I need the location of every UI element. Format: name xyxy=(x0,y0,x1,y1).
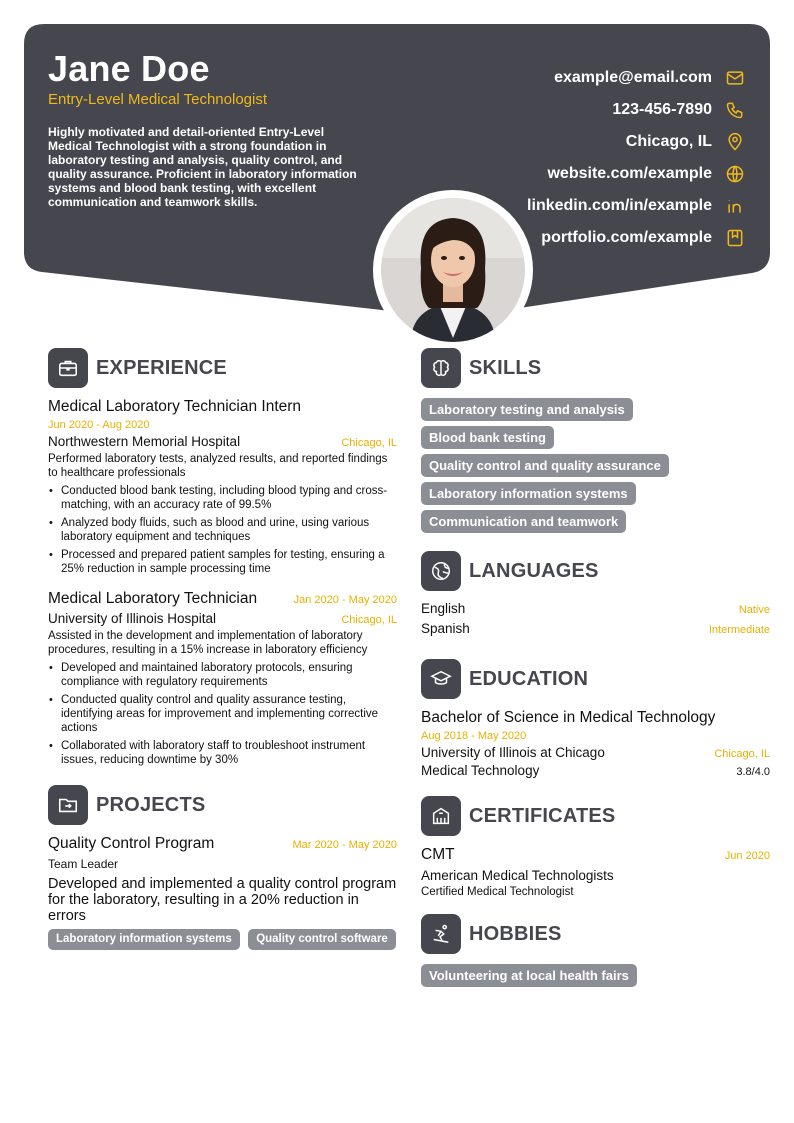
language-list xyxy=(421,601,770,641)
contact-website-text[interactable]: website.com/example xyxy=(547,165,712,182)
job-bullet: • Analyzed body fluids, such as blood and urine, using various laboratory equipment and techniques xyxy=(48,516,397,544)
project-tag: Laboratory information systems xyxy=(48,929,240,950)
projects-header xyxy=(48,785,397,825)
hobbies-header xyxy=(421,914,770,954)
skill-tag: Blood bank testing xyxy=(421,426,554,449)
skill-tag: Communication and teamwork xyxy=(421,510,626,533)
job-title: Medical Laboratory Technician Intern xyxy=(48,398,302,415)
skill-list xyxy=(421,398,770,533)
job-bullet: • Conducted blood bank testing, including blood typing and cross-matching, with an accuracy rate of 99.5% xyxy=(48,484,397,512)
location-pin-icon xyxy=(724,131,746,153)
skills-header xyxy=(421,348,770,388)
brain-icon xyxy=(421,348,461,388)
right-column xyxy=(421,348,770,987)
education-header xyxy=(421,659,770,699)
language-name: English xyxy=(421,601,466,616)
skill-tag: Laboratory testing and analysis xyxy=(421,398,633,421)
folder-icon xyxy=(48,785,88,825)
project-item xyxy=(48,835,397,950)
experience-item xyxy=(48,590,397,767)
skill-tag: Quality control and quality assurance xyxy=(421,454,669,477)
profile-photo xyxy=(381,198,525,342)
contact-email[interactable] xyxy=(416,62,746,94)
education-field: Medical Technology xyxy=(421,763,540,778)
mail-icon xyxy=(724,67,746,89)
contact-location-text: Chicago, IL xyxy=(625,133,712,150)
briefcase-icon xyxy=(48,348,88,388)
building-icon xyxy=(421,796,461,836)
linkedin-icon xyxy=(724,195,746,217)
job-description: Assisted in the development and implementation of laboratory procedures, resulting in a 15% increase in laboratory efficiency xyxy=(48,630,368,656)
languages-header xyxy=(421,551,770,591)
language-level: Native xyxy=(738,604,770,616)
education-title: EDUCATION xyxy=(469,667,589,690)
candidate-name: Jane Doe xyxy=(48,48,210,89)
education-degree: Bachelor of Science in Medical Technology xyxy=(421,709,716,726)
certificate-issuer: American Medical Technologists xyxy=(421,868,614,883)
project-description: Developed and implemented a quality control program for the laboratory, resulting in a 20% reduction in errors xyxy=(48,876,397,924)
contact-phone[interactable] xyxy=(416,94,746,126)
job-bullets xyxy=(48,661,397,767)
job-bullets xyxy=(48,484,397,576)
job-organization: Northwestern Memorial Hospital xyxy=(48,434,241,449)
bookmark-icon xyxy=(724,227,746,249)
project-title: Quality Control Program xyxy=(48,835,215,852)
experience-header xyxy=(48,348,397,388)
certificates-title: CERTIFICATES xyxy=(469,804,616,827)
experience-item xyxy=(48,398,397,576)
education-school: University of Illinois at Chicago xyxy=(421,745,605,760)
contact-portfolio-text[interactable]: portfolio.com/example xyxy=(541,229,712,246)
skier-icon xyxy=(421,914,461,954)
hobbies-title: HOBBIES xyxy=(469,922,562,945)
job-bullet: • Processed and prepared patient samples for testing, ensuring a 25% reduction in sample processing time xyxy=(48,548,397,576)
certificate-description: Certified Medical Technologist xyxy=(421,886,574,898)
certificates-header xyxy=(421,796,770,836)
contact-phone-text[interactable]: 123-456-7890 xyxy=(612,101,712,118)
education-location: Chicago, IL xyxy=(714,748,770,760)
contact-linkedin-text[interactable]: linkedin.com/in/example xyxy=(527,197,712,214)
languages-title: LANGUAGES xyxy=(469,559,599,582)
phone-icon xyxy=(724,99,746,121)
job-organization: University of Illinois Hospital xyxy=(48,611,217,626)
job-location: Chicago, IL xyxy=(341,437,397,449)
certificate-item xyxy=(421,846,770,898)
language-item xyxy=(421,601,770,621)
education-date: Aug 2018 - May 2020 xyxy=(421,730,527,742)
certificate-name: CMT xyxy=(421,846,455,863)
graduation-cap-icon xyxy=(421,659,461,699)
job-bullet: • Collaborated with laboratory staff to troubleshoot instrument issues, reducing downtime by 30% xyxy=(48,739,397,767)
project-tags xyxy=(48,929,397,950)
hobby-tag: Volunteering at local health fairs xyxy=(421,964,637,987)
summary-text: Highly motivated and detail-oriented Entry-Level Medical Technologist with a strong foundation in laboratory testing and analysis, quality control, and quality assurance. Proficient in laboratory information systems and blood bank testing, with excellent communication and teamwork skills. xyxy=(48,125,357,209)
language-level: Intermediate xyxy=(708,624,770,636)
education-item xyxy=(421,709,770,778)
project-date: Mar 2020 - May 2020 xyxy=(292,839,397,851)
contact-website[interactable] xyxy=(416,158,746,190)
hobby-list xyxy=(421,964,770,987)
globe-icon xyxy=(724,163,746,185)
candidate-role: Entry-Level Medical Technologist xyxy=(48,91,268,108)
contact-email-text[interactable]: example@email.com xyxy=(554,69,712,86)
contact-location xyxy=(416,126,746,158)
skills-title: SKILLS xyxy=(469,356,542,379)
job-description: Performed laboratory tests, analyzed results, and reported findings to healthcare professionals xyxy=(48,453,388,479)
job-date: Jan 2020 - May 2020 xyxy=(293,594,397,606)
language-name: Spanish xyxy=(421,621,470,636)
globe-grid-icon xyxy=(421,551,461,591)
job-date: Jun 2020 - Aug 2020 xyxy=(48,419,150,431)
job-bullet: • Conducted quality control and quality assurance testing, identifying areas for improvement and implementing corrective actions xyxy=(48,693,397,735)
project-tag: Quality control software xyxy=(248,929,396,950)
job-title: Medical Laboratory Technician xyxy=(48,590,258,607)
job-location: Chicago, IL xyxy=(341,614,397,626)
experience-title: EXPERIENCE xyxy=(96,356,227,379)
education-gpa: 3.8/4.0 xyxy=(736,766,770,778)
language-item xyxy=(421,621,770,641)
project-role: Team Leader xyxy=(48,857,119,871)
skill-tag: Laboratory information systems xyxy=(421,482,636,505)
certificate-date: Jun 2020 xyxy=(724,850,770,862)
projects-title: PROJECTS xyxy=(96,793,206,816)
job-bullet: • Developed and maintained laboratory protocols, ensuring compliance with regulatory requirements xyxy=(48,661,397,689)
left-column xyxy=(48,348,397,950)
